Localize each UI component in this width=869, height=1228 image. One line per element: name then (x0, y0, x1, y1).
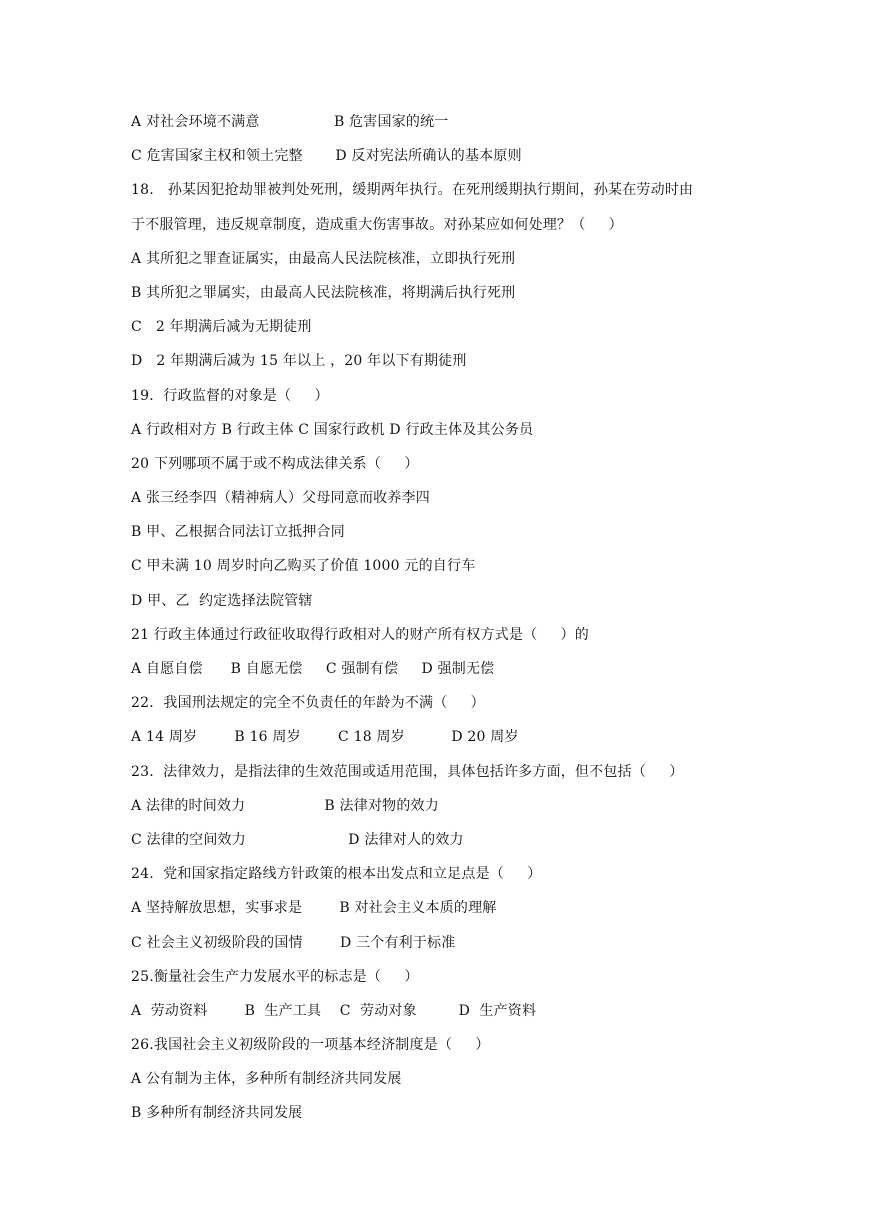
question-25-stem: 25.衡量社会生产力发展水平的标志是（ ） (131, 968, 419, 985)
question-18-option-c: C 2 年期满后减为无期徒刑 (131, 319, 312, 336)
question-23-stem: 23. 法律效力，是指法律的生效范围或适用范围，具体包括许多方面，但不包括（ ） (131, 763, 684, 780)
question-24-stem: 24. 党和国家指定路线方针政策的根本出发点和立足点是（ ） (131, 866, 542, 883)
question-26-stem: 26.我国社会主义初级阶段的一项基本经济制度是（ ） (131, 1037, 490, 1054)
question-23-options-ab: A 法律的时间效力 B 法律对物的效力 (131, 797, 439, 814)
option-line-17-ab: A 对社会环境不满意 B 危害国家的统一 (131, 114, 449, 130)
question-20-option-a: A 张三经李四（精神病人）父母同意而收养李四 (131, 490, 430, 507)
question-18-option-d: D 2 年期满后减为 15 年以上 ，20 年以下有期徒刑 (131, 353, 467, 370)
question-18-stem-line-2: 于不服管理，违反规章制度，造成重大伤害事故。对孙某应如何处理？（ ） (131, 216, 623, 233)
question-25-options: A 劳动资料 B 生产工具 C 劳动对象 D 生产资料 (131, 1002, 537, 1019)
question-19-stem: 19．行政监督的对象是（ ） (131, 387, 329, 404)
question-23-options-cd: C 法律的空间效力 D 法律对人的效力 (131, 831, 464, 848)
question-24-options-ab: A 坚持解放思想，实事求是 B 对社会主义本质的理解 (131, 900, 497, 917)
question-20-option-c: C 甲未满 10 周岁时向乙购买了价值 1000 元的自行车 (131, 558, 476, 575)
question-26-option-a: A 公有制为主体，多种所有制经济共同发展 (131, 1071, 402, 1088)
question-20-option-d: D 甲、乙 约定选择法院管辖 (131, 592, 313, 609)
question-22-options: A 14 周岁 B 16 周岁 C 18 周岁 D 20 周岁 (131, 729, 519, 746)
question-18-option-b: B 其所犯之罪属实，由最高人民法院核准，将期满后执行死刑 (131, 284, 516, 301)
question-21-stem: 21 行政主体通过行政征收取得行政相对人的财产所有权方式是（ ）的 (131, 626, 589, 643)
question-18-stem-line-1: 18. 孙某因犯抢劫罪被判处死刑，缓期两年执行。在死刑缓期执行期间，孙某在劳动时由 (131, 182, 694, 199)
question-21-options: A 自愿自偿 B 自愿无偿 C 强制有偿 D 强制无偿 (131, 661, 495, 677)
question-20-option-b: B 甲、乙根据合同法订立抵押合同 (131, 524, 345, 541)
question-22-stem: 22．我国刑法规定的完全不负责任的年龄为不满（ ） (131, 695, 485, 712)
question-19-options: A 行政相对方 B 行政主体 C 国家行政机 D 行政主体及其公务员 (131, 421, 534, 438)
option-line-17-cd: C 危害国家主权和领土完整 D 反对宪法所确认的基本原则 (131, 148, 522, 165)
question-24-options-cd: C 社会主义初级阶段的国情 D 三个有利于标准 (131, 934, 456, 951)
question-26-option-b: B 多种所有制经济共同发展 (131, 1105, 303, 1122)
question-18-option-a: A 其所犯之罪查证属实，由最高人民法院核准，立即执行死刑 (131, 250, 516, 267)
question-text-block (131, 111, 751, 1137)
question-20-stem: 20 下列哪项不属于或不构成法律关系（ ） (131, 455, 419, 472)
